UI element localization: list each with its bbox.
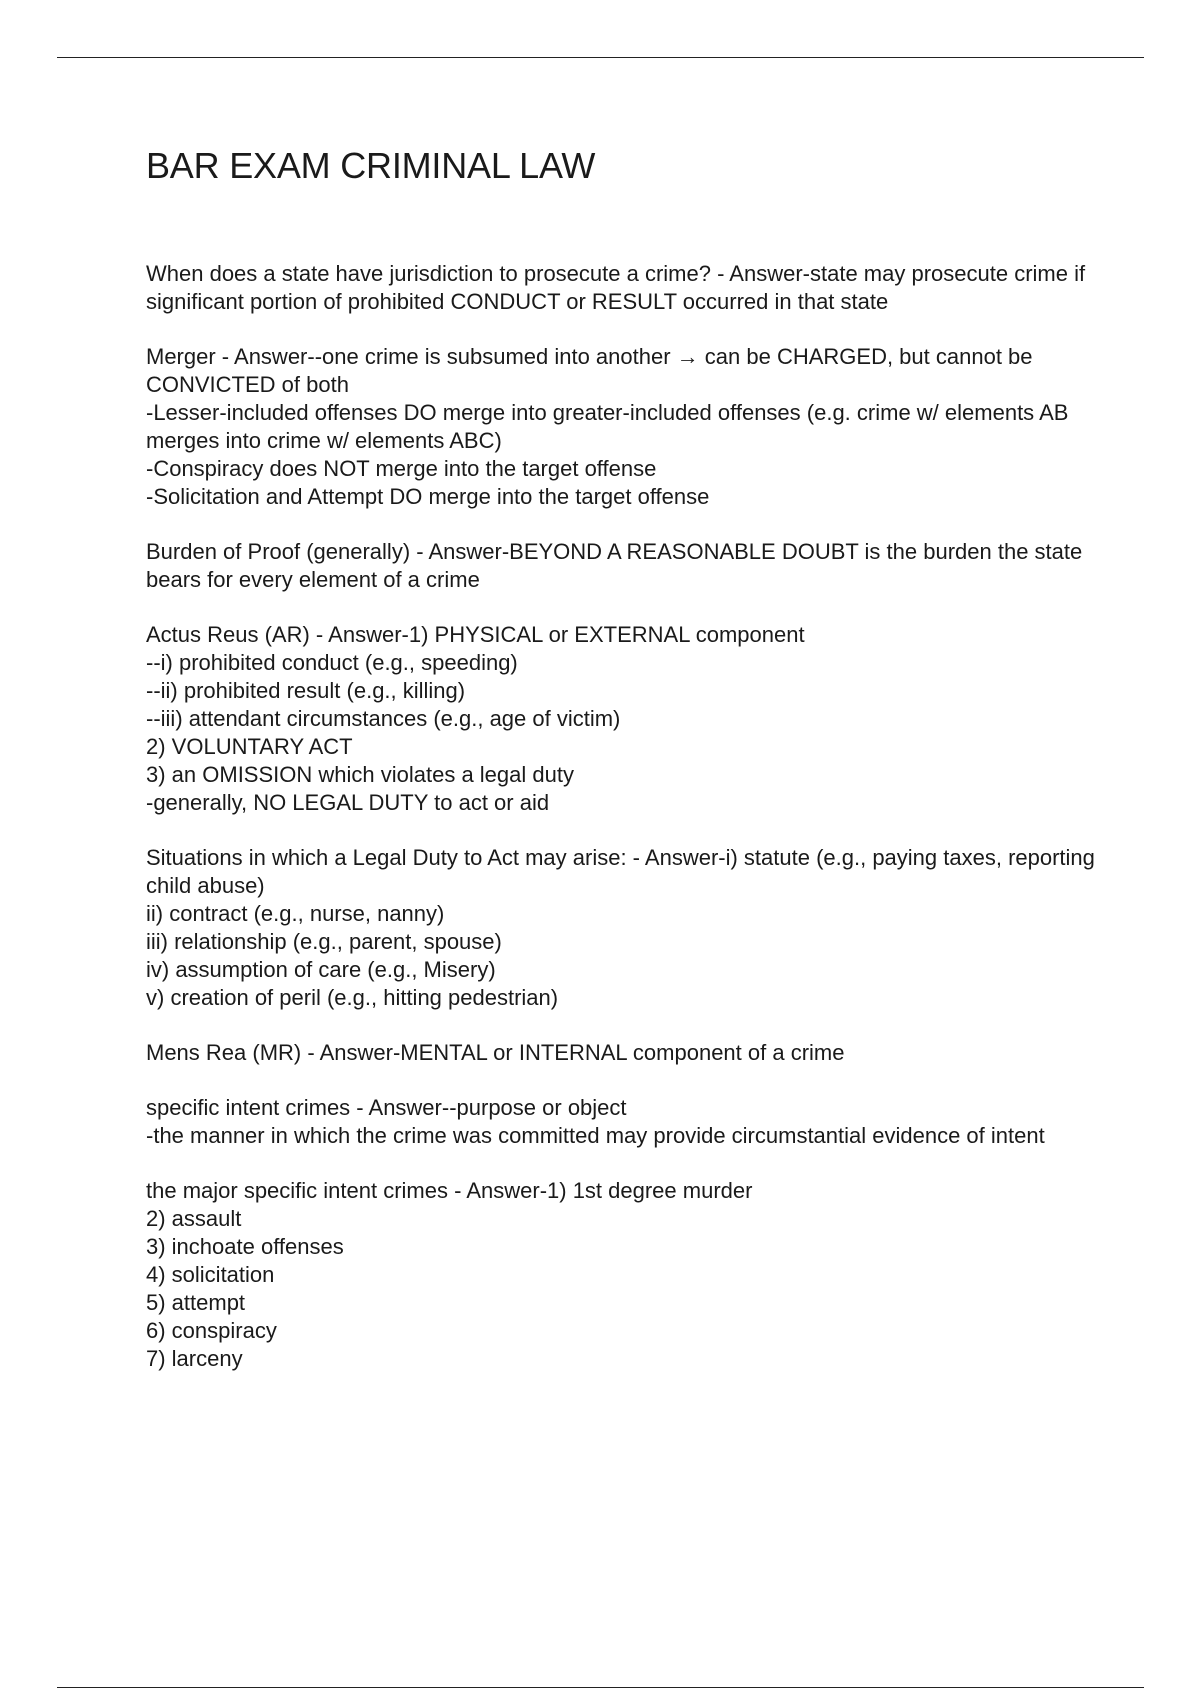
card-line: Mens Rea (MR) - Answer-MENTAL or INTERNAL component of a crime — [146, 1040, 845, 1065]
card-line: ii) contract (e.g., nurse, nanny) — [146, 901, 445, 926]
flashcard-jurisdiction — [146, 260, 1106, 316]
flashcard-legal-duty — [146, 844, 1106, 1012]
card-line: Situations in which a Legal Duty to Act may arise: - Answer-i) statute (e.g., paying taxes, reporting child abuse) — [146, 845, 1095, 898]
bottom-divider — [57, 1687, 1144, 1688]
card-line: -Lesser-included offenses DO merge into greater-included offenses (e.g. crime w/ elements AB merges into crime w/ elements ABC) — [146, 400, 1069, 453]
card-line: -Solicitation and Attempt DO merge into the target offense — [146, 484, 710, 509]
card-line: Merger - Answer--one crime is subsumed into another → can be CHARGED, but cannot be CONVICTED of both — [146, 344, 1033, 397]
card-line: --i) prohibited conduct (e.g., speeding) — [146, 650, 518, 675]
card-line: When does a state have jurisdiction to prosecute a crime? - Answer-state may prosecute crime if significant portion of prohibited CONDUCT or RESULT occurred in that state — [146, 261, 1086, 314]
card-line: -generally, NO LEGAL DUTY to act or aid — [146, 790, 550, 815]
card-line: 2) VOLUNTARY ACT — [146, 734, 353, 759]
card-line: specific intent crimes - Answer--purpose or object — [146, 1095, 627, 1120]
flashcard-major-specific-intent-crimes — [146, 1177, 1106, 1373]
document-body — [146, 142, 1106, 1400]
flashcard-burden-of-proof — [146, 538, 1106, 594]
card-line: v) creation of peril (e.g., hitting pedestrian) — [146, 985, 559, 1010]
card-line: 7) larceny — [146, 1346, 243, 1371]
card-line: iii) relationship (e.g., parent, spouse) — [146, 929, 502, 954]
card-line: 2) assault — [146, 1206, 242, 1231]
card-line: --iii) attendant circumstances (e.g., age of victim) — [146, 706, 621, 731]
card-line: 6) conspiracy — [146, 1318, 277, 1343]
card-line: 3) inchoate offenses — [146, 1234, 344, 1259]
card-line: -Conspiracy does NOT merge into the target offense — [146, 456, 657, 481]
document-title: BAR EXAM CRIMINAL LAW — [146, 145, 596, 186]
card-line: 4) solicitation — [146, 1262, 275, 1287]
flashcard-actus-reus — [146, 621, 1106, 817]
card-line: Burden of Proof (generally) - Answer-BEYOND A REASONABLE DOUBT is the burden the state bears for every element of a crime — [146, 539, 1083, 592]
top-divider — [57, 57, 1144, 58]
flashcard-merger — [146, 343, 1106, 511]
flashcard-specific-intent — [146, 1094, 1106, 1150]
card-line: iv) assumption of care (e.g., Misery) — [146, 957, 496, 982]
card-line: the major specific intent crimes - Answer-1) 1st degree murder — [146, 1178, 753, 1203]
card-line: --ii) prohibited result (e.g., killing) — [146, 678, 466, 703]
flashcard-mens-rea — [146, 1039, 1106, 1067]
card-line: Actus Reus (AR) - Answer-1) PHYSICAL or EXTERNAL component — [146, 622, 805, 647]
card-line: 5) attempt — [146, 1290, 246, 1315]
card-line: -the manner in which the crime was committed may provide circumstantial evidence of intent — [146, 1123, 1045, 1148]
card-line: 3) an OMISSION which violates a legal duty — [146, 762, 574, 787]
